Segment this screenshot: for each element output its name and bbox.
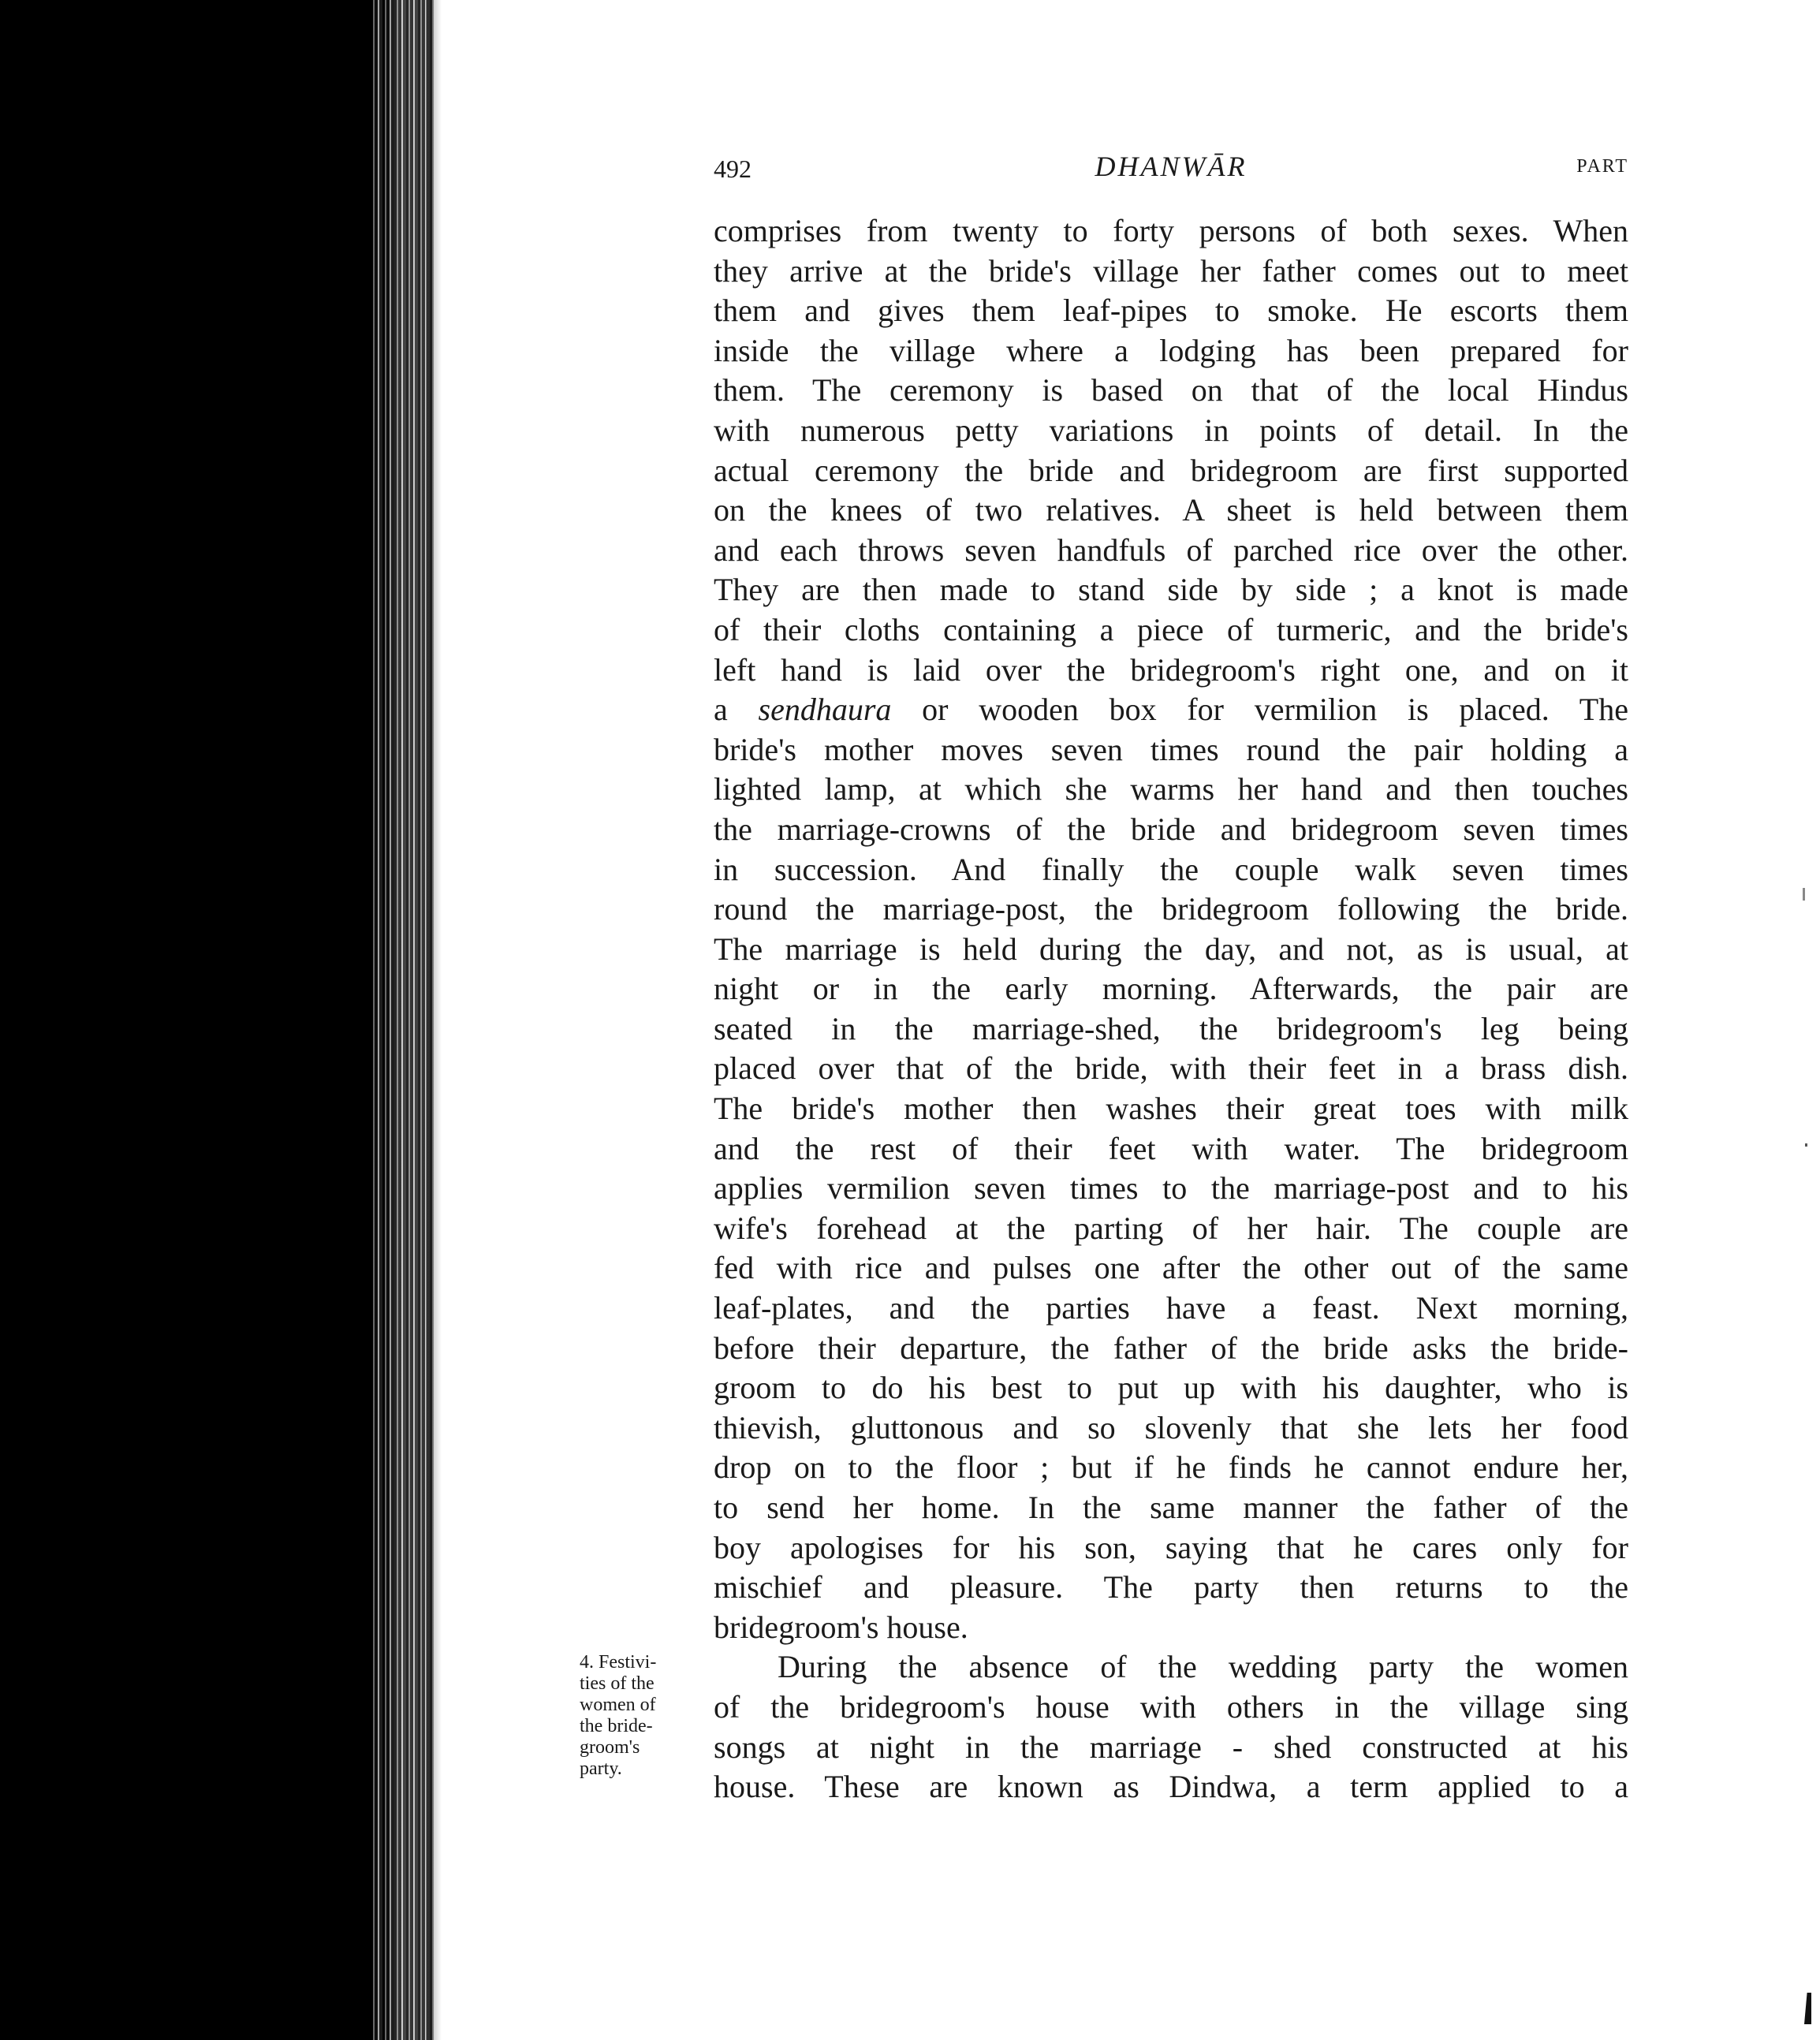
text-line: before their departure, the father of the bride asks the bride- — [714, 1330, 1628, 1366]
marginal-note-line: party. — [580, 1758, 622, 1779]
text-line: lighted lamp, at which she warms her hand and then touches — [714, 771, 1628, 807]
marginal-note-line: groom's — [580, 1737, 640, 1758]
text-line: they arrive at the bride's village her father comes out to meet — [714, 252, 1628, 289]
text-line: to send her home. In the same manner the father of the — [714, 1490, 1628, 1525]
book-spine-shadow — [0, 0, 394, 2040]
text-line: left hand is laid over the bridegroom's right one, and on it — [714, 651, 1628, 688]
text-line: with numerous petty variations in points of detail. In the — [714, 412, 1628, 448]
text-line: actual ceremony the bride and bridegroom are first supported — [714, 452, 1628, 488]
text-line: inside the village where a lodging has been prepared for — [714, 332, 1628, 368]
text-line: in succession. And finally the couple walk seven times — [714, 851, 1628, 887]
italic-term: sendhaura — [758, 692, 892, 728]
gutter-fade — [426, 0, 442, 2040]
text-line: comprises from twenty to forty persons of both sexes. When — [714, 213, 1628, 248]
text-line: boy apologises for his son, saying that he cares only for — [714, 1529, 1628, 1565]
body-text — [714, 211, 1628, 1807]
page-number: 492 — [714, 155, 751, 183]
marginal-note-line: women of — [580, 1695, 656, 1715]
text-line: wife's forehead at the parting of her hair. The couple are — [714, 1210, 1628, 1246]
text-line — [714, 690, 1628, 730]
text-line: During the absence of the wedding party the women — [778, 1649, 1628, 1685]
text-line: placed over that of the bride, with their feet in a brass dish. — [714, 1050, 1628, 1087]
scan-speck — [1803, 888, 1805, 901]
text-line: thievish, gluttonous and so slovenly that she lets her food — [714, 1409, 1628, 1445]
text-line: the marriage-crowns of the bride and bridegroom seven times — [714, 811, 1628, 847]
text-line: The bride's mother then washes their great toes with milk — [714, 1091, 1628, 1127]
text-line: of their cloths containing a piece of turmeric, and the bride's — [714, 611, 1628, 647]
text-line: on the knees of two relatives. A sheet is held between them — [714, 492, 1628, 528]
text-line: bride's mother moves seven times round the pair holding a — [714, 731, 1628, 767]
marginal-note-line: ties of the — [580, 1673, 655, 1694]
text-line: them. The ceremony is based on that of the local Hindus — [714, 372, 1628, 408]
text-line: of the bridegroom's house with others in the village sing — [714, 1688, 1628, 1725]
marginal-note-line: the bride- — [580, 1716, 653, 1736]
text-line: fed with rice and pulses one after the other out of the same — [714, 1250, 1628, 1286]
text-line: and the rest of their feet with water. The bridegroom — [714, 1130, 1628, 1166]
marginal-note — [580, 1652, 698, 1780]
text-line: They are then made to stand side by side ; a knot is made — [714, 572, 1628, 608]
running-title: DHANWĀR — [1095, 151, 1248, 182]
text-line: and each throws seven handfuls of parched rice over the other. — [714, 531, 1628, 568]
text-line: groom to do his best to put up with his daughter, who is — [714, 1370, 1628, 1406]
text-line: drop on to the floor ; but if he finds he cannot endure her, — [714, 1449, 1628, 1486]
text-segment: a — [714, 692, 759, 728]
marginal-note-line: 4. Festivi- — [580, 1652, 657, 1673]
text-line: house. These are known as Dindwa, a term applied to a — [714, 1769, 1628, 1805]
scan-speck — [1804, 1993, 1811, 2024]
text-line: applies vermilion seven times to the marriage-post and to his — [714, 1170, 1628, 1206]
text-line: songs at night in the marriage - shed constructed at his — [714, 1729, 1628, 1765]
text-line: bridegroom's house. — [714, 1609, 968, 1645]
part-label: PART — [1576, 156, 1628, 177]
text-line: leaf-plates, and the parties have a feast. Next morning, — [714, 1290, 1628, 1326]
text-line: mischief and pleasure. The party then returns to the — [714, 1569, 1628, 1606]
page-gutter-edge — [371, 0, 434, 2040]
text-line: seated in the marriage-shed, the bridegroom's leg being — [714, 1010, 1628, 1046]
scan-speck — [1805, 1143, 1807, 1147]
page-header — [714, 150, 1628, 189]
text-line: The marriage is held during the day, and not, as is usual, at — [714, 930, 1628, 967]
text-line: night or in the early morning. Afterwards, the pair are — [714, 971, 1628, 1007]
text-segment: or wooden box for vermilion is placed. The — [891, 692, 1628, 728]
text-line: round the marriage-post, the bridegroom following the bride. — [714, 891, 1628, 927]
text-line: them and gives them leaf-pipes to smoke. He escorts them — [714, 293, 1628, 329]
